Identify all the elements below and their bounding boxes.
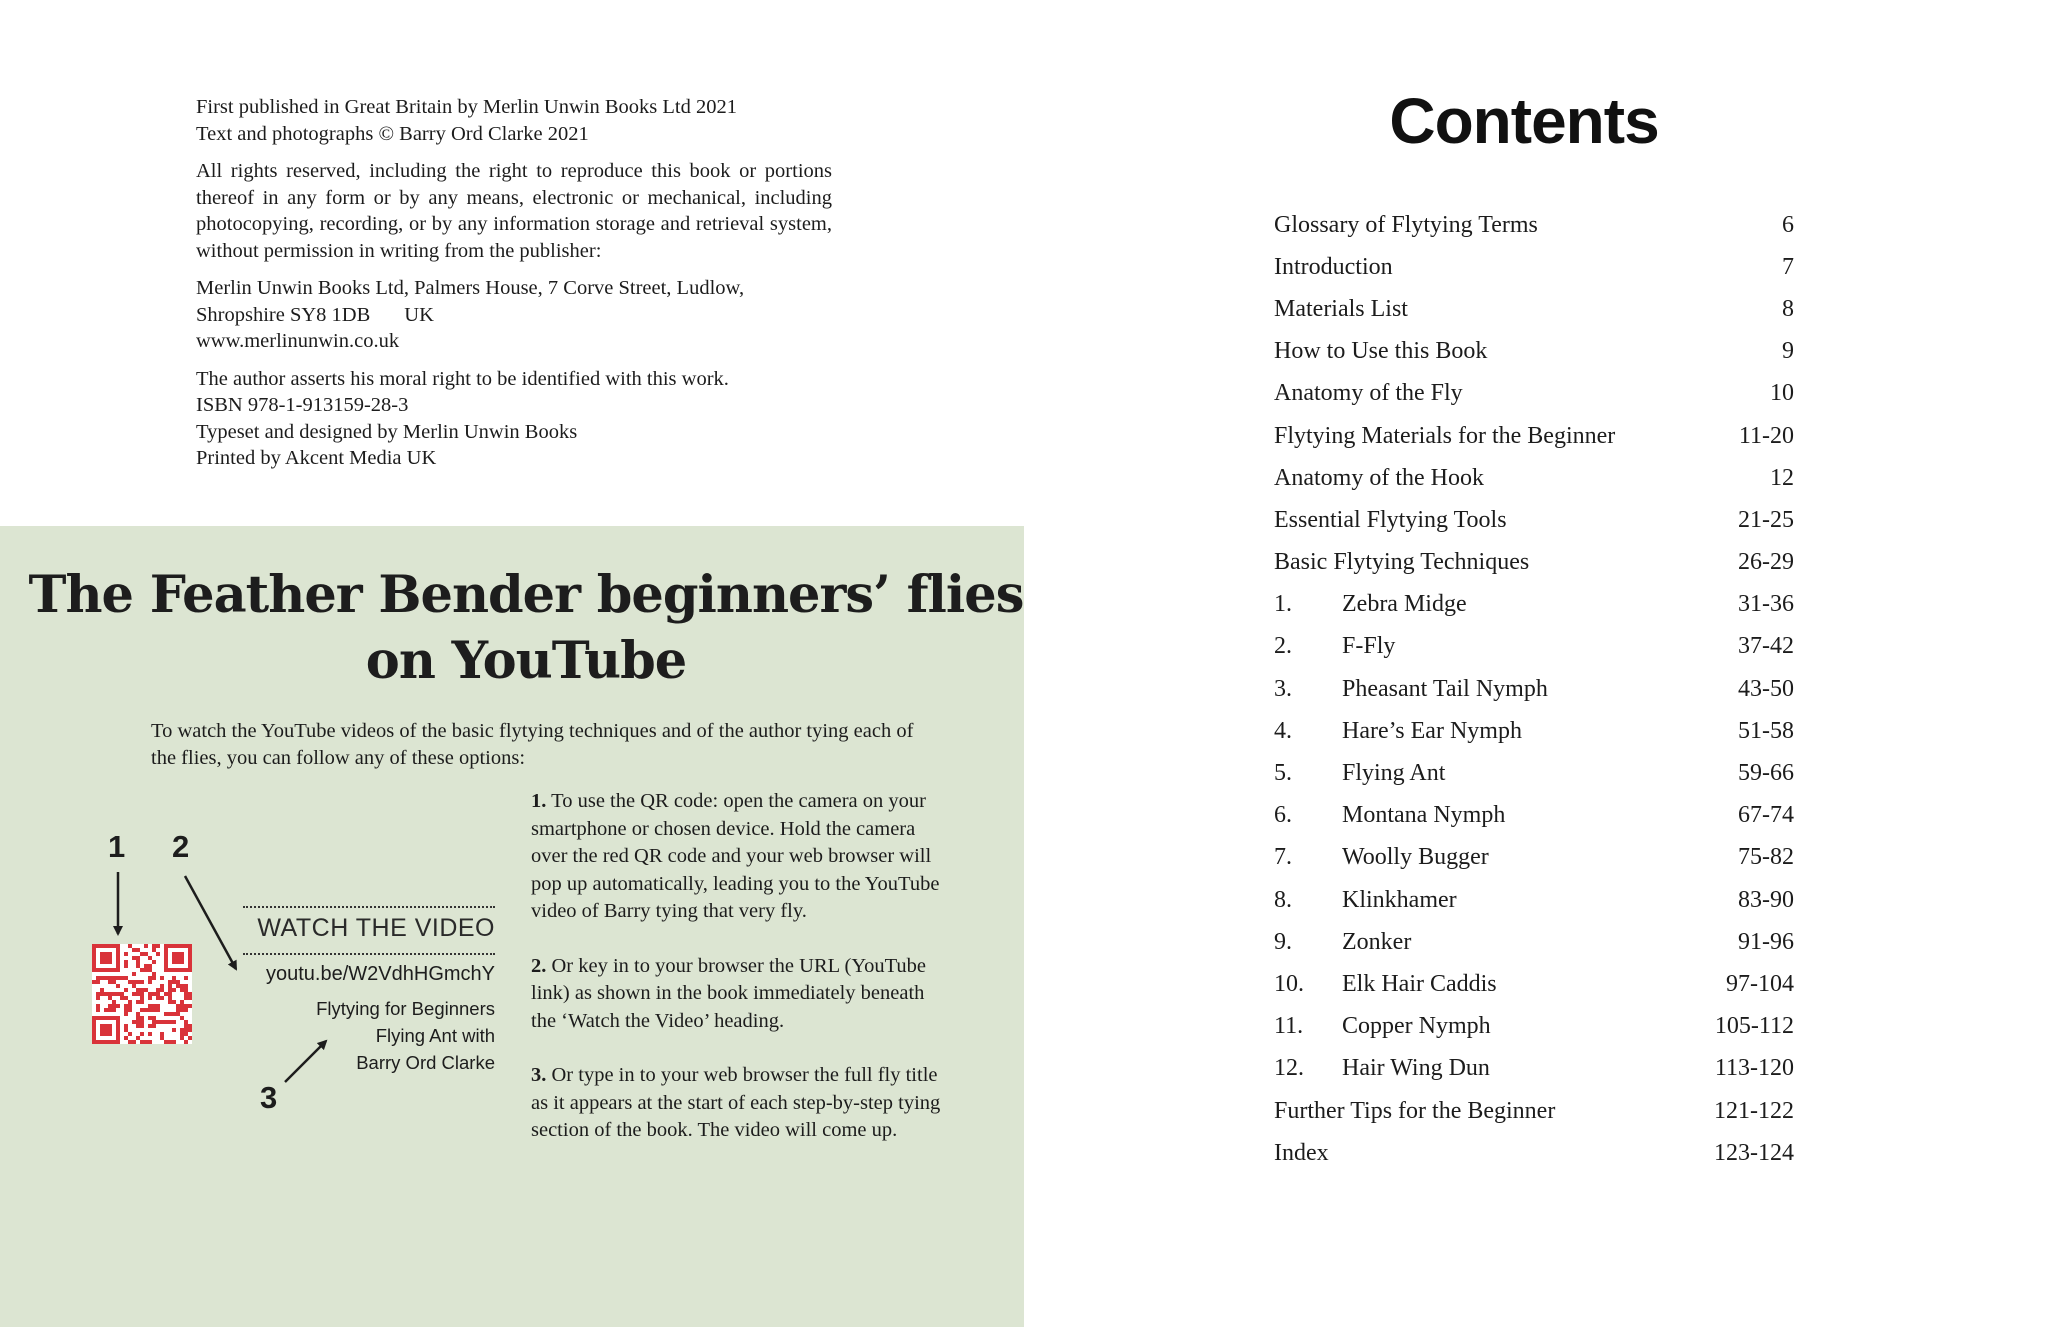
video-title-line-3: Barry Ord Clarke (356, 1052, 495, 1073)
callout-number-2: 2 (172, 829, 190, 864)
toc-entry[interactable] (1274, 1090, 1794, 1132)
toc-entry-page: 123-124 (1714, 1139, 1794, 1166)
toc-entry[interactable] (1274, 626, 1794, 668)
option-1-number: 1. (531, 790, 547, 812)
option-2 (531, 953, 951, 1036)
toc-entry-page: 8 (1782, 295, 1794, 322)
publisher-address (196, 275, 832, 355)
option-1-text: To use the QR code: open the camera on your smartphone or chosen device. Hold the camera over the red QR code and your web browser will pop up automatically, leading you to the YouTube video of Barry tying that very fly. (531, 790, 940, 922)
toc-entry-label: Materials List (1274, 295, 1408, 322)
toc-entry[interactable] (1274, 837, 1794, 879)
video-title (243, 995, 495, 1076)
toc-entry-number: 5. (1274, 760, 1292, 787)
isbn-line: ISBN 978-1-913159-28-3 (196, 394, 409, 416)
address-postcode: Shropshire SY8 1DB (196, 303, 371, 326)
toc-entry-label: Flytying Materials for the Beginner (1274, 422, 1616, 449)
toc-entry-page: 26-29 (1738, 549, 1794, 576)
toc-entry-number: 4. (1274, 717, 1292, 744)
contents-title: Contents (1389, 85, 1659, 157)
option-2-number: 2. (531, 954, 547, 977)
youtube-title-line-2: on YouTube (365, 631, 687, 691)
watch-video-block (243, 906, 495, 1076)
qr-code-icon (92, 944, 192, 1044)
toc-entry-label: Montana Nymph (1342, 802, 1506, 829)
toc-entry[interactable] (1274, 457, 1794, 499)
youtube-intro-text: To watch the YouTube videos of the basic flytying techniques and of the author tying each of the flies, you can follow any of these options: (151, 720, 914, 769)
option-1 (531, 788, 951, 926)
moral-right-line: The author asserts his moral right to be identified with this work. (196, 367, 729, 390)
toc-entry-page: 59-66 (1738, 760, 1794, 787)
toc-entry[interactable] (1274, 879, 1794, 921)
typeset-line: Typeset and designed by Merlin Unwin Books (196, 420, 578, 443)
toc-entry-label: Anatomy of the Fly (1274, 380, 1463, 407)
toc-entry-number: 3. (1274, 675, 1292, 702)
toc-entry-page: 43-50 (1738, 675, 1794, 702)
address-country: UK (404, 303, 434, 326)
toc-entry[interactable] (1274, 204, 1794, 246)
toc-entry-label: F-Fly (1342, 633, 1396, 660)
toc-entry[interactable] (1274, 921, 1794, 963)
toc-entry[interactable] (1274, 331, 1794, 373)
toc-entry[interactable] (1274, 1132, 1794, 1174)
toc-entry[interactable] (1274, 795, 1794, 837)
toc-entry-label: Essential Flytying Tools (1274, 506, 1507, 533)
toc-entry[interactable] (1274, 246, 1794, 288)
address-line-1: Merlin Unwin Books Ltd, Palmers House, 7 Corve Street, Ludlow, (196, 277, 745, 299)
toc-entry-page: 83-90 (1738, 886, 1794, 913)
toc-entry-label: Hare’s Ear Nymph (1342, 717, 1522, 744)
toc-entry[interactable] (1274, 373, 1794, 415)
toc-entry-page: 11-20 (1738, 422, 1794, 449)
youtube-url[interactable]: youtu.be/W2VdhHGmchY (243, 953, 495, 989)
toc-entry[interactable] (1274, 288, 1794, 330)
author-rights (196, 366, 832, 472)
address-line-2 (196, 302, 832, 329)
toc-entry-page: 6 (1782, 211, 1794, 238)
toc-entry-label: Zonker (1342, 928, 1412, 955)
toc-entry-page: 97-104 (1726, 970, 1794, 997)
toc-entry-label: How to Use this Book (1274, 338, 1488, 365)
toc-entry-label: Glossary of Flytying Terms (1274, 211, 1538, 238)
toc-entry-page: 7 (1782, 253, 1794, 280)
toc-entry-number: 9. (1274, 928, 1292, 955)
publisher-website[interactable]: www.merlinunwin.co.uk (196, 330, 400, 352)
toc-entry-page: 12 (1770, 464, 1794, 491)
toc-entry-page: 105-112 (1714, 1013, 1794, 1040)
toc-entry[interactable] (1274, 1048, 1794, 1090)
toc-entry-number: 2. (1274, 633, 1292, 660)
qr-code[interactable] (92, 944, 192, 1044)
option-3-text: Or type in to your web browser the full fly title as it appears at the start of each step-by-step tying section of the book. The video will come up. (531, 1064, 941, 1141)
toc-entry-label: Woolly Bugger (1342, 844, 1489, 871)
toc-entry[interactable] (1274, 710, 1794, 752)
imprint-block (196, 94, 832, 483)
toc-entry-page: 67-74 (1738, 802, 1794, 829)
viewing-options (531, 788, 951, 1172)
toc-entry-page: 21-25 (1738, 506, 1794, 533)
toc-entry-label: Klinkhamer (1342, 886, 1457, 913)
toc-entry-number: 1. (1274, 591, 1292, 618)
toc-entry-number: 12. (1274, 1055, 1304, 1082)
video-title-line-1: Flytying for Beginners (316, 998, 495, 1019)
toc-entry-label: Elk Hair Caddis (1342, 970, 1497, 997)
toc-entry-label: Copper Nymph (1342, 1013, 1491, 1040)
youtube-title-line-1: The Feather Bender beginners’ flies (28, 565, 1024, 625)
printed-line: Printed by Akcent Media UK (196, 447, 437, 469)
option-3-number: 3. (531, 1064, 547, 1086)
toc-entry-label: Further Tips for the Beginner (1274, 1097, 1556, 1124)
toc-entry[interactable] (1274, 1006, 1794, 1048)
rights-paragraph: All rights reserved, including the right to reproduce this book or portions thereof in any form or by any means, electronic or mechanical, including photocopying, recording, or by any information storage and retrieval system, without permission in writing from the publisher: (196, 160, 832, 262)
toc-entry-page: 10 (1770, 380, 1794, 407)
toc-entry-number: 11. (1274, 1013, 1304, 1040)
option-3 (531, 1062, 951, 1145)
toc-entry[interactable] (1274, 668, 1794, 710)
callout-number-1: 1 (108, 829, 126, 864)
toc-entry[interactable] (1274, 542, 1794, 584)
video-title-line-2: Flying Ant with (375, 1025, 495, 1046)
toc-entry[interactable] (1274, 584, 1794, 626)
option-2-text: Or key in to your browser the URL (YouTube link) as shown in the book immediately beneath the ‘Watch the Video’ heading. (531, 954, 926, 1032)
youtube-panel (0, 526, 1024, 1327)
arrow-2 (185, 876, 236, 969)
toc-entry-label: Hair Wing Dun (1342, 1055, 1490, 1082)
toc-entry-label: Introduction (1274, 253, 1393, 280)
toc-entry-page: 91-96 (1738, 928, 1794, 955)
publication-info (196, 94, 832, 147)
toc-entry-page: 9 (1782, 338, 1794, 365)
toc-entry-page: 31-36 (1738, 591, 1794, 618)
toc-entry[interactable] (1274, 415, 1794, 457)
toc-entry-label: Flying Ant (1342, 760, 1446, 787)
toc-entry-page: 75-82 (1738, 844, 1794, 871)
first-published-line: First published in Great Britain by Merlin Unwin Books Ltd 2021 (196, 96, 737, 118)
toc-entry-label: Pheasant Tail Nymph (1342, 675, 1548, 702)
toc-entry-page: 51-58 (1738, 717, 1794, 744)
toc-entry-label: Anatomy of the Hook (1274, 464, 1484, 491)
toc-entry-number: 10. (1274, 970, 1304, 997)
callout-number-3: 3 (260, 1080, 278, 1115)
toc-entry[interactable] (1274, 963, 1794, 1005)
toc-entry-number: 8. (1274, 886, 1292, 913)
watch-video-heading: WATCH THE VIDEO (257, 914, 495, 942)
dotted-rule-top (243, 906, 495, 908)
toc-entry-page: 121-122 (1714, 1097, 1794, 1124)
toc-entry-label: Zebra Midge (1342, 591, 1467, 618)
toc-entry-label: Basic Flytying Techniques (1274, 549, 1530, 576)
copyright-line: Text and photographs © Barry Ord Clarke 2021 (196, 122, 589, 145)
table-of-contents (1274, 204, 1794, 1174)
toc-entry[interactable] (1274, 752, 1794, 794)
right-page (1024, 0, 2048, 1327)
toc-entry-number: 7. (1274, 844, 1292, 871)
toc-entry-label: Index (1274, 1139, 1329, 1166)
toc-entry-page: 113-120 (1714, 1055, 1794, 1082)
toc-entry-page: 37-42 (1738, 633, 1794, 660)
toc-entry-number: 6. (1274, 802, 1292, 829)
toc-entry[interactable] (1274, 499, 1794, 541)
